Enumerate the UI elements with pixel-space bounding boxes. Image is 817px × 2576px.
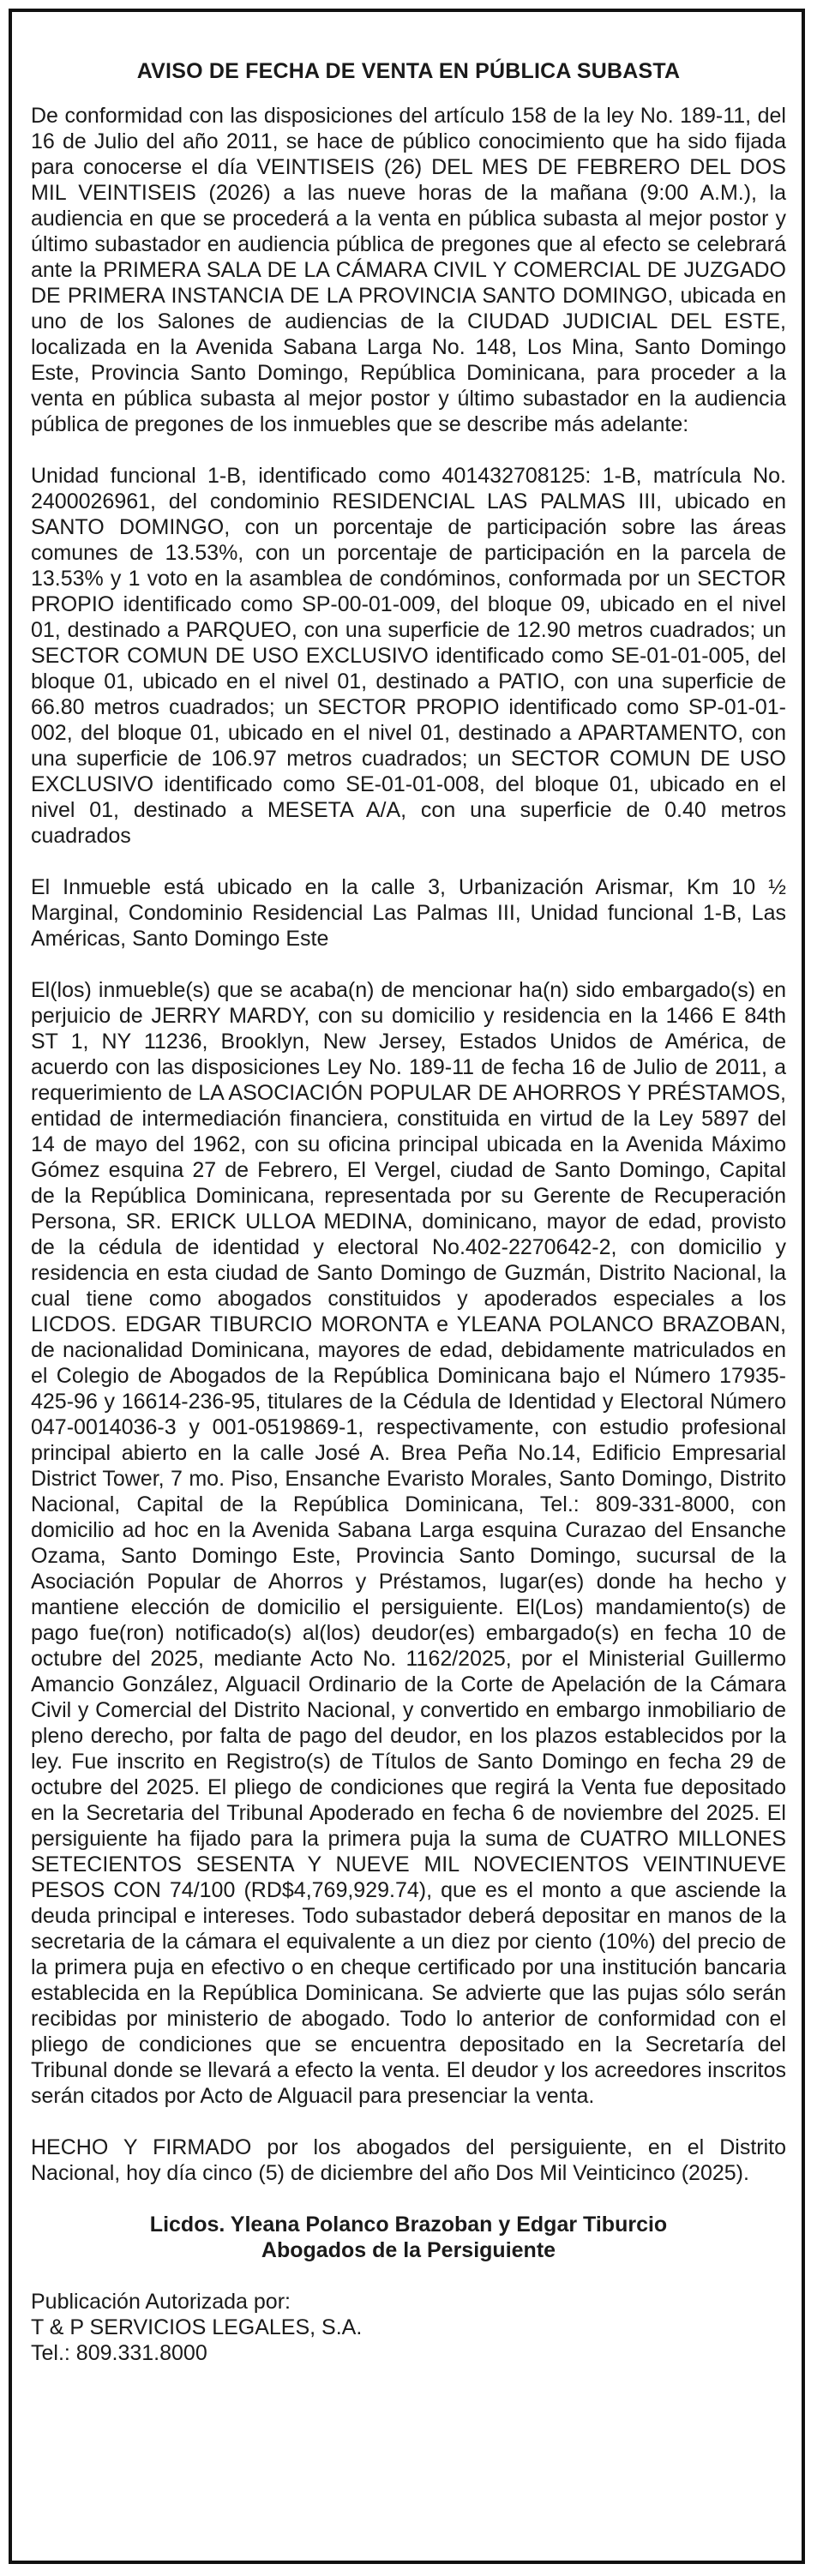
paragraph-property-location: El Inmueble está ubicado en la calle 3, Urbanización Arismar, Km 10 ½ Marginal, Condominio Residencial Las Palmas III, Unidad funcional 1-B, Las Américas, Santo Domingo Este (31, 875, 786, 951)
publication-block (31, 2289, 786, 2366)
paragraph-property-description: Unidad funcional 1-B, identificado como 401432708125: 1-B, matrícula No. 2400026961, del condominio RESIDENCIAL LAS PALMAS III, ubicado en SANTO DOMINGO, con un porcentaje de participación sobre las áreas comunes de 13.53%, con un porcentaje de participación en la parcela de 13.53% y 1 voto en la asamblea de condóminos, conformada por un SECTOR PROPIO identificado como SP-00-01-009, del bloque 09, ubicado en el nivel 01, destinado a PARQUEO, con una superficie de 12.90 metros cuadrados; un SECTOR COMUN DE USO EXCLUSIVO identificado como SE-01-01-005, del bloque 01, ubicado en el nivel 01, destinado a PATIO, con una superficie de 66.80 metros cuadrados; un SECTOR PROPIO identificado como SP-01-01-002, del bloque 01, ubicado en el nivel 01, destinado a APARTAMENTO, con una superficie de 106.97 metros cuadrados; un SECTOR COMUN DE USO EXCLUSIVO identificado como SE-01-01-008, del bloque 01, ubicado en el nivel 01, destinado a MESETA A/A, con una superficie de 0.40 metros cuadrados (31, 464, 786, 848)
publication-company: T & P SERVICIOS LEGALES, S.A. (31, 2315, 363, 2339)
publication-label: Publicación Autorizada por: (31, 2290, 291, 2314)
notice-title: AVISO DE FECHA DE VENTA EN PÚBLICA SUBASTA (136, 59, 681, 83)
publication-phone: Tel.: 809.331.8000 (31, 2341, 207, 2365)
paragraph-hearing: De conformidad con las disposiciones del artículo 158 de la ley No. 189-11, del 16 de Julio del año 2011, se hace de público conocimiento que ha sido fijada para conocerse el día VEINTISEIS (26) DEL MES DE FEBRERO DEL DOS MIL VEINTISEIS (2026) a las nueve horas de la mañana (9:00 A.M.), la audiencia en que se procederá a la venta en pública subasta al mejor postor y último subastador en audiencia pública de pregones que al efecto se celebrará ante la PRIMERA SALA DE LA CÁMARA CIVIL Y COMERCIAL DE JUZGADO DE PRIMERA INSTANCIA DE LA PROVINCIA SANTO DOMINGO, ubicada en uno de los Salones de audiencias de la CIUDAD JUDICIAL DEL ESTE, localizada en la Avenida Sabana Larga No. 148, Los Mina, Santo Domingo Este, Provincia Santo Domingo, República Dominicana, para proceder a la venta en pública subasta al mejor postor y último subastador en la audiencia pública de pregones de los inmuebles que se describe más adelante: (31, 104, 786, 436)
notice-body (31, 41, 786, 2366)
paragraph-seizure-details: El(los) inmueble(s) que se acaba(n) de mencionar ha(n) sido embargado(s) en perjuicio de JERRY MARDY, con su domicilio y residencia en la 1466 E 84th ST 1, NY 11236, Brooklyn, New Jersey, Estados Unidos de América, de acuerdo con las disposiciones Ley No. 189-11 de fecha 16 de Julio de 2011, a requerimiento de LA ASOCIACIÓN POPULAR DE AHORROS Y PRÉSTAMOS, entidad de intermediación financiera, constituida en virtud de la Ley 5897 del 14 de mayo del 1962, con su oficina principal ubicada en la Avenida Máximo Gómez esquina 27 de Febrero, El Vergel, ciudad de Santo Domingo, Capital de la República Dominicana, representada por su Gerente de Recuperación Persona, SR. ERICK ULLOA MEDINA, dominicano, mayor de edad, provisto de la cédula de identidad y electoral No.402-2270642-2, con domicilio y residencia en esta ciudad de Santo Domingo de Guzmán, Distrito Nacional, la cual tiene como abogados constituidos y apoderados especiales a los LICDOS. EDGAR TIBURCIO MORONTA e YLEANA POLANCO BRAZOBAN, de nacionalidad Dominicana, mayores de edad, debidamente matriculados en el Colegio de Abogados de la República Dominicana bajo el Número 17935-425-96 y 16614-236-95, titulares de la Cédula de Identidad y Electoral Número 047-0014036-3 y 001-0519869-1, respectivamente, con estudio profesional principal abierto en la calle José A. Brea Peña No.14, Edificio Empresarial District Tower, 7 mo. Piso, Ensanche Evaristo Morales, Santo Domingo, Distrito Nacional, Capital de la República Dominicana, Tel.: 809-331-8000, con domicilio ad hoc en la Avenida Sabana Larga esquina Curazao del Ensanche Ozama, Santo Domingo Este, Provincia Santo Domingo, sucursal de la Asociación Popular de Ahorros y Préstamos, lugar(es) donde ha hecho y mantiene elección de domicilio el persiguiente. El(Los) mandamiento(s) de pago fue(ron) notificado(s) al(los) deudor(es) embargado(s) en fecha 10 de octubre del 2025, mediante Acto No. 1162/2025, por el Ministerial Guillermo Amancio González, Alguacil Ordinario de la Corte de Apelación de la Cámara Civil y Comercial del Distrito Nacional, y convertido en embargo inmobiliario de pleno derecho, por falta de pago del deudor, en los plazos establecidos por la ley. Fue inscrito en Registro(s) de Títulos de Santo Domingo en fecha 29 de octubre del 2025. El pliego de condiciones que regirá la Venta fue depositado en la Secretaria del Tribunal Apoderado en fecha 6 de noviembre del 2025. El persiguiente ha fijado para la primera puja la suma de CUATRO MILLONES SETECIENTOS SESENTA Y NUEVE MIL NOVECIENTOS VEINTINUEVE PESOS CON 74/100 (RD$4,769,929.74), que es el monto a que asciende la deuda principal e intereses. Todo subastador deberá depositar en manos de la secretaria de la cámara el equivalente a un diez por ciento (10%) del precio de la primera puja en efectivo o en cheque certificado por una institución bancaria establecida en la República Dominicana. Se advierte que las pujas sólo serán recibidas por ministerio de abogado. Todo lo anterior de conformidad con el pliego de condiciones que se encuentra depositado en la Secretaría del Tribunal donde se llevará a efecto la venta. El deudor y los acreedores inscritos serán citados por Acto de Alguacil para presenciar la venta. (31, 978, 786, 2108)
notice-border (9, 9, 805, 2564)
signature-lawyers: Licdos. Yleana Polanco Brazoban y Edgar Tiburcio (149, 2213, 668, 2237)
signature-block (31, 2212, 786, 2263)
paragraph-signed: HECHO Y FIRMADO por los abogados del persiguiente, en el Distrito Nacional, hoy día cinco (5) de diciembre del año Dos Mil Veinticinco (2025). (31, 2135, 786, 2185)
signature-role: Abogados de la Persiguiente (261, 2238, 556, 2262)
